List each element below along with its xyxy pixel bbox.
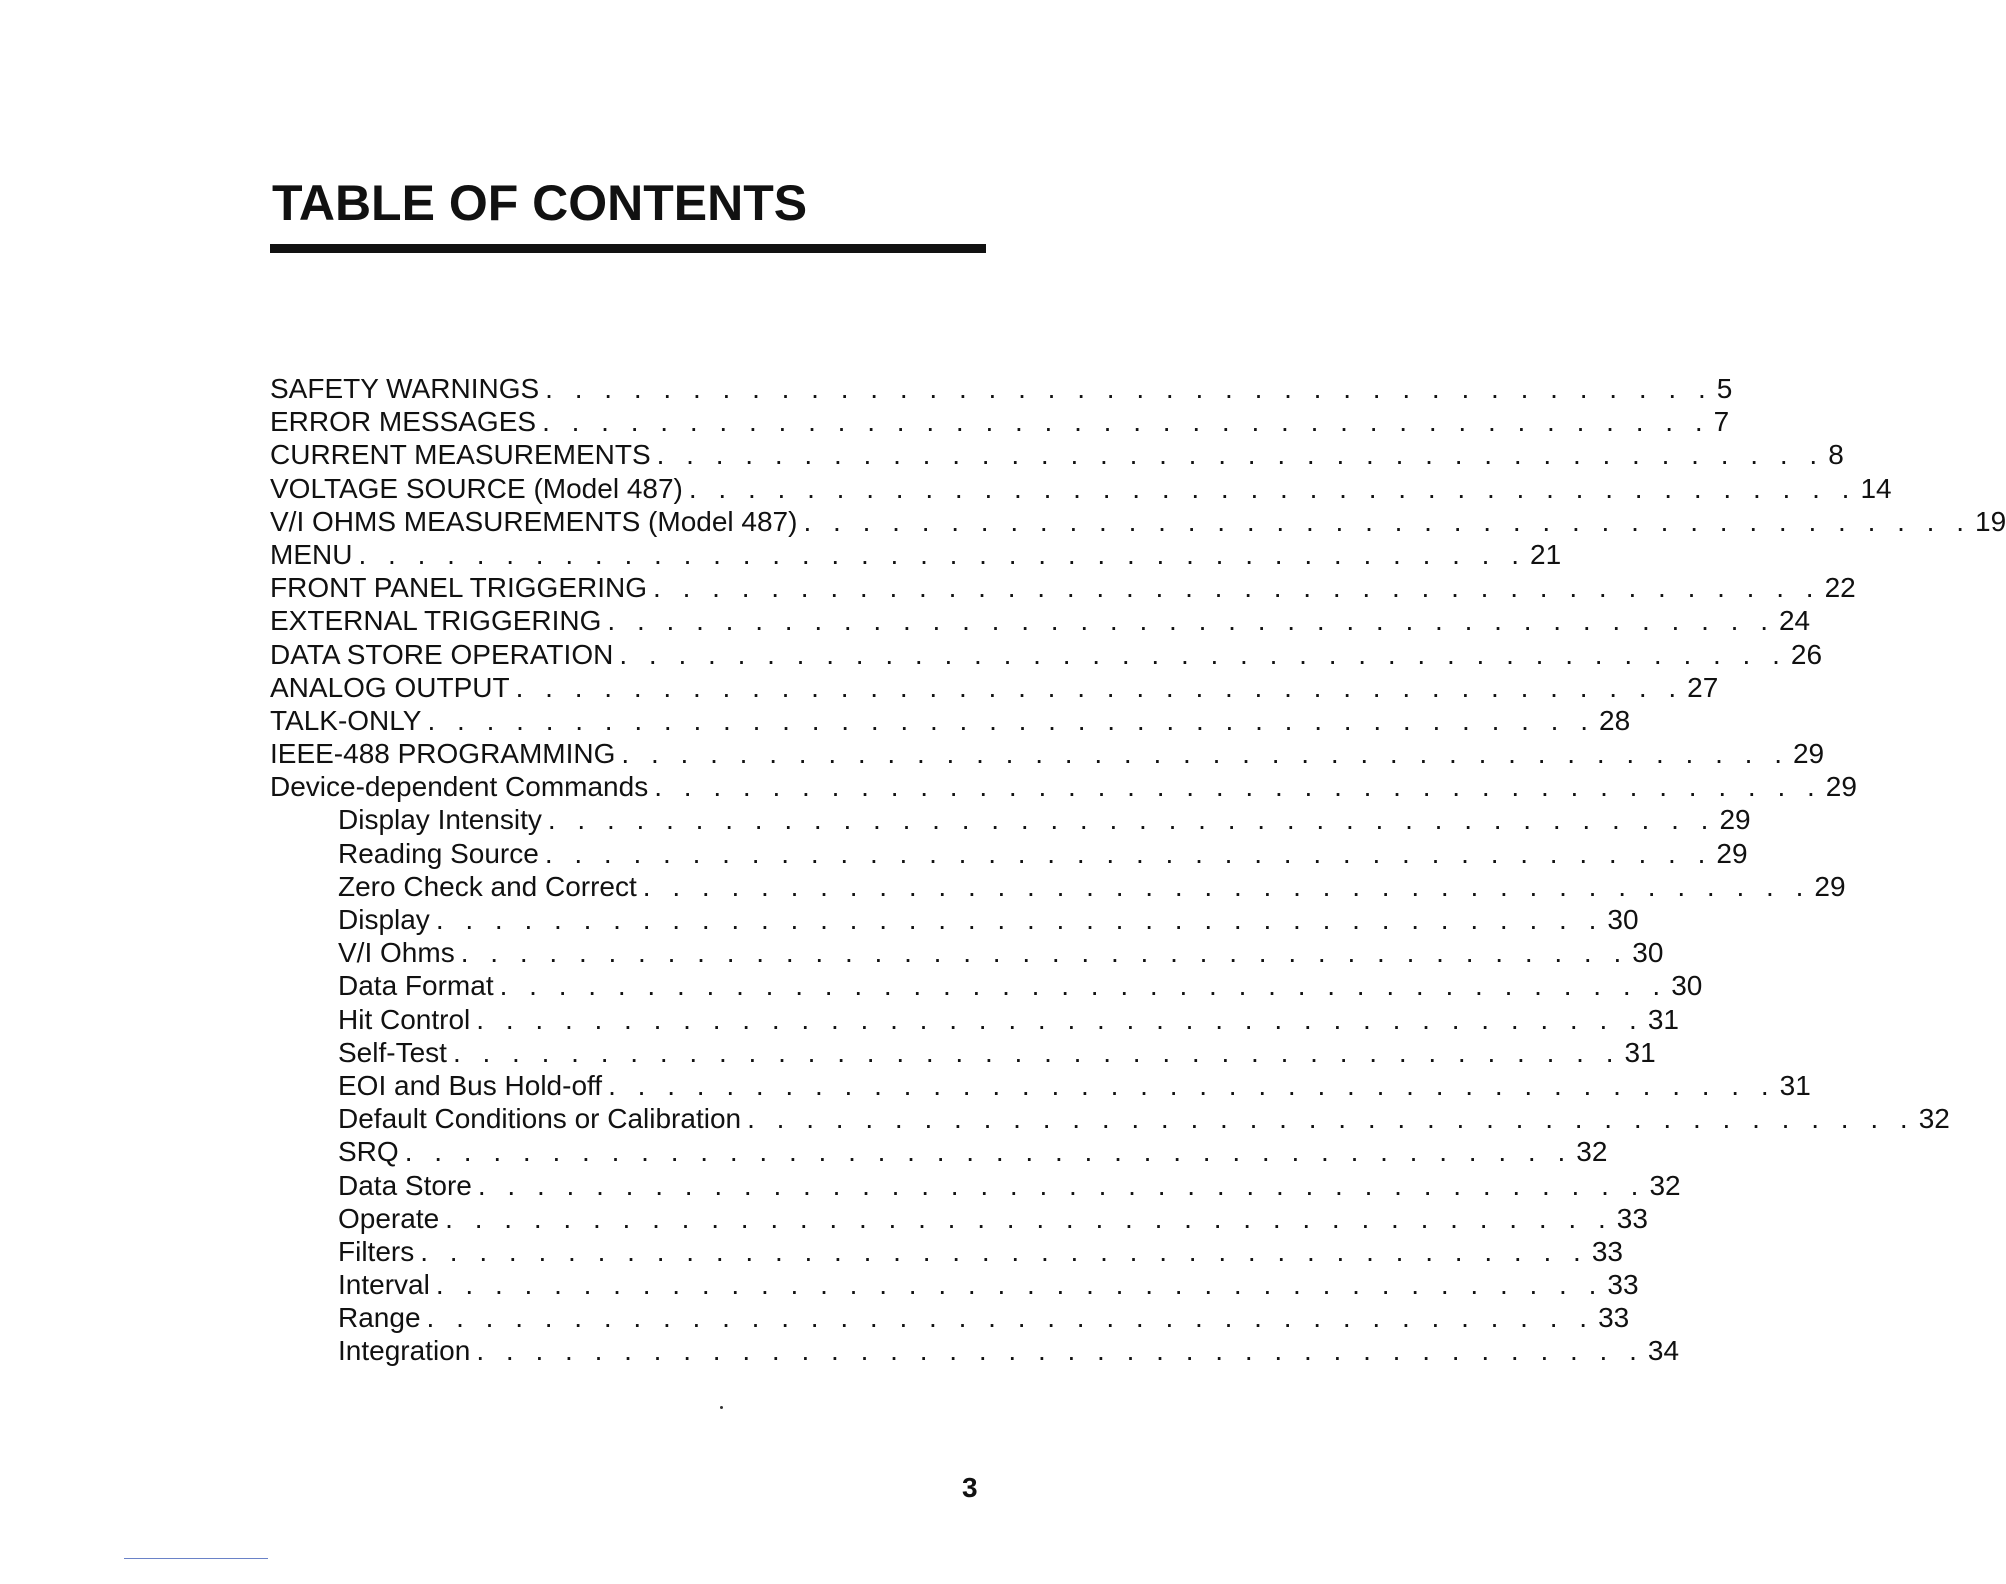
toc-entry-label: Data Store <box>338 1169 472 1201</box>
toc-entry-page: 31 <box>1647 1003 1679 1035</box>
footer-rule <box>124 1558 268 1559</box>
toc-entry-page: 24 <box>1778 605 1811 637</box>
toc-entry-page: 29 <box>1814 870 1846 902</box>
toc-entry-label: V/I Ohms <box>338 937 455 969</box>
toc-dot-leader: . . . . . . . . . . . . . . . . . . . . . . . . . . . . . . . . . . . . . . . . <box>435 1269 1604 1301</box>
toc-subentry[interactable] <box>270 1202 1648 1235</box>
toc-entry-label: CURRENT MEASUREMENTS <box>270 439 651 471</box>
toc-dot-leader: . . . . . . . . . . . . . . . . . . . . . . . . . . . . . . . . . . . . . . . . <box>445 1202 1613 1234</box>
toc-dot-leader: . . . . . . . . . . . . . . . . . . . . . . . . . . . . . . . . . . . . . . . . <box>499 970 1668 1002</box>
toc-entry-label: Operate <box>338 1202 440 1234</box>
toc-entry-label: ERROR MESSAGES <box>270 406 537 438</box>
toc-subentry[interactable] <box>270 803 1751 836</box>
toc-entry-page: 33 <box>1616 1202 1648 1234</box>
toc-entry-label: Filters <box>338 1235 415 1267</box>
toc-entry[interactable] <box>270 770 1857 803</box>
toc-entry[interactable] <box>270 505 2006 538</box>
toc-dot-leader: . . . . . . . . . . . . . . . . . . . . . . . . . . . . . . . . . . . . . . . . <box>607 605 1775 637</box>
toc-entry-label: VOLTAGE SOURCE (Model 487) <box>270 472 683 504</box>
toc-dot-leader: . . . . . . . . . . . . . . . . . . . . . . . . . . . . . . . . . . . . . . . . <box>654 771 1822 803</box>
toc-dot-leader: . . . . . . . . . . . . . . . . . . . . . . . . . . . . . . . . . . . . . . . . <box>656 439 1825 471</box>
toc-entry[interactable] <box>270 372 1733 405</box>
toc-entry-label: Reading Source <box>338 837 539 869</box>
toc-subentry[interactable] <box>270 870 1846 903</box>
toc-entry-label: Display Intensity <box>338 804 542 836</box>
toc-entry[interactable] <box>270 604 1811 637</box>
toc-dot-leader: . . . . . . . . . . . . . . . . . . . . . . . . . . . . . . . . . . . . . . . . <box>476 1003 1644 1035</box>
toc-entry-page: 8 <box>1828 439 1844 471</box>
stray-dot <box>720 1406 723 1409</box>
toc-dot-leader: . . . . . . . . . . . . . . . . . . . . . . . . . . . . . . . . . . . . . . . . <box>642 870 1811 902</box>
toc-entry[interactable] <box>270 405 1730 438</box>
toc-dot-leader: . . . . . . . . . . . . . . . . . . . . . . . . . . . . . . . . . . . . . . . . <box>688 472 1857 504</box>
toc-entry-page: 7 <box>1713 406 1730 438</box>
toc-entry-label: SRQ <box>338 1136 399 1168</box>
toc-entry[interactable] <box>270 438 1844 471</box>
toc-dot-leader: . . . . . . . . . . . . . . . . . . . . . . . . . . . . . . . . . . . . . . . . <box>426 1302 1595 1334</box>
toc-entry-page: 30 <box>1671 970 1703 1002</box>
toc-subentry[interactable] <box>270 969 1703 1002</box>
toc-subentry[interactable] <box>270 837 1748 870</box>
toc-subentry[interactable] <box>270 1102 1950 1135</box>
toc-dot-leader: . . . . . . . . . . . . . . . . . . . . . . . . . . . . . . . . . . . . . . . . <box>427 704 1596 736</box>
toc-entry[interactable] <box>270 571 1856 604</box>
toc-dot-leader: . . . . . . . . . . . . . . . . . . . . . . . . . . . . . . . . . . . . . . . . <box>621 738 1789 770</box>
toc-entry-label: Zero Check and Correct <box>338 870 637 902</box>
toc-entry-page: 30 <box>1607 904 1639 935</box>
toc-entry-page: 14 <box>1860 472 1892 504</box>
toc-subentry[interactable] <box>270 1235 1623 1268</box>
page-number: 3 <box>962 1472 978 1503</box>
toc-entry-page: 5 <box>1716 373 1733 404</box>
toc-entry-label: EXTERNAL TRIGGERING <box>270 605 602 637</box>
toc-dot-leader: . . . . . . . . . . . . . . . . . . . . . . . . . . . . . . . . . . . . . . . . <box>608 1069 1776 1101</box>
toc-dot-leader: . . . . . . . . . . . . . . . . . . . . . . . . . . . . . . . . . . . . . . . . <box>619 638 1787 670</box>
toc-entry-label: EOI and Bus Hold-off <box>338 1069 603 1101</box>
toc-subentry[interactable] <box>270 1003 1679 1036</box>
toc-dot-leader: . . . . . . . . . . . . . . . . . . . . . . . . . . . . . . . . . . . . . . . . <box>747 1103 1915 1135</box>
toc-entry[interactable] <box>270 671 1719 704</box>
toc-entry-label: TALK-ONLY <box>270 704 422 736</box>
toc-dot-leader: . . . . . . . . . . . . . . . . . . . . . . . . . . . . . . . . . . . . . . . . <box>404 1136 1573 1168</box>
toc-entry-page: 28 <box>1599 704 1631 736</box>
toc-dot-leader: . . . . . . . . . . . . . . . . . . . . . . . . . . . . . . . . . . . . . . . . <box>803 505 1972 537</box>
toc-entry-page: 29 <box>1792 738 1825 770</box>
toc-entry-label: Data Format <box>338 970 494 1002</box>
toc-entry-page: 33 <box>1607 1269 1639 1301</box>
toc-entry-page: 21 <box>1530 538 1562 570</box>
toc-subentry[interactable] <box>270 1036 1656 1069</box>
toc-entry-page: 31 <box>1624 1036 1656 1068</box>
toc-dot-leader: . . . . . . . . . . . . . . . . . . . . . . . . . . . . . . . . . . . . . . . . <box>420 1235 1588 1267</box>
toc-entry-page: 31 <box>1779 1069 1811 1101</box>
toc-entry[interactable] <box>270 638 1823 671</box>
toc-subentry[interactable] <box>270 1069 1811 1102</box>
toc-dot-leader: . . . . . . . . . . . . . . . . . . . . . . . . . . . . . . . . . . . . . . . . <box>452 1036 1621 1068</box>
toc-subentry[interactable] <box>270 1268 1639 1301</box>
toc-dot-leader: . . . . . . . . . . . . . . . . . . . . . . . . . . . . . . . . . . . . . . . . <box>435 904 1604 935</box>
toc-entry-page: 26 <box>1790 638 1823 670</box>
toc-entry[interactable] <box>270 538 1562 571</box>
title-underline <box>270 244 986 253</box>
toc-entry-page: 32 <box>1918 1103 1950 1135</box>
toc-entry-page: 33 <box>1598 1302 1630 1334</box>
toc-dot-leader: . . . . . . . . . . . . . . . . . . . . . . . . . . . . . . . . . . . . . . . . <box>476 1335 1644 1367</box>
toc-entry-label: Device-dependent Commands <box>270 771 649 803</box>
toc-subentry[interactable] <box>270 1301 1630 1334</box>
toc-entry-label: Hit Control <box>338 1003 471 1035</box>
toc-entry-page: 19 <box>1975 505 2006 537</box>
toc-entry-page: 32 <box>1649 1169 1681 1201</box>
toc-entry-page: 33 <box>1591 1235 1623 1267</box>
toc-dot-leader: . . . . . . . . . . . . . . . . . . . . . . . . . . . . . . . . . . . . . . . . <box>460 937 1629 969</box>
toc-entry-label: Self-Test <box>338 1036 447 1068</box>
toc-entry-label: SAFETY WARNINGS <box>270 373 540 404</box>
toc-entry[interactable] <box>270 472 1892 505</box>
toc-dot-leader: . . . . . . . . . . . . . . . . . . . . . . . . . . . . . . . . . . . . . . . . <box>358 538 1527 570</box>
toc-dot-leader: . . . . . . . . . . . . . . . . . . . . . . . . . . . . . . . . . . . . . . . . <box>542 406 1710 438</box>
toc-entry-label: ANALOG OUTPUT <box>270 671 510 703</box>
toc-entry-label: Display <box>338 904 430 935</box>
page-title: TABLE OF CONTENTS <box>272 175 808 231</box>
toc-subentry[interactable] <box>270 903 1639 936</box>
toc-entry[interactable] <box>270 737 1825 770</box>
toc-entry-label: Interval <box>338 1269 430 1301</box>
toc-entry-label: Integration <box>338 1335 471 1367</box>
toc-entry-page: 32 <box>1576 1136 1608 1168</box>
toc-subentry[interactable] <box>270 1135 1608 1168</box>
toc-entry-label: IEEE-488 PROGRAMMING <box>270 738 616 770</box>
toc-entry-label: Range <box>338 1302 421 1334</box>
toc-entry-page: 30 <box>1632 937 1664 969</box>
toc-entry-page: 29 <box>1825 771 1857 803</box>
toc-entry[interactable] <box>270 704 1631 737</box>
toc-dot-leader: . . . . . . . . . . . . . . . . . . . . . . . . . . . . . . . . . . . . . . . . <box>477 1169 1646 1201</box>
toc-entry-label: Default Conditions or Calibration <box>338 1103 742 1135</box>
toc-entry-label: V/I OHMS MEASUREMENTS (Model 487) <box>270 505 798 537</box>
toc-entry-page: 29 <box>1716 837 1748 869</box>
toc-dot-leader: . . . . . . . . . . . . . . . . . . . . . . . . . . . . . . . . . . . . . . . . <box>547 804 1716 836</box>
toc-entry-label: FRONT PANEL TRIGGERING <box>270 572 648 604</box>
toc-subentry[interactable] <box>270 1169 1681 1202</box>
toc-entry-label: MENU <box>270 538 353 570</box>
toc-entry-page: 27 <box>1687 671 1719 703</box>
toc-subentry[interactable] <box>270 936 1664 969</box>
table-of-contents <box>270 372 2006 1368</box>
toc-entry-label: DATA STORE OPERATION <box>270 638 614 670</box>
toc-dot-leader: . . . . . . . . . . . . . . . . . . . . . . . . . . . . . . . . . . . . . . . . <box>544 837 1713 869</box>
toc-entry-page: 22 <box>1824 572 1856 604</box>
toc-dot-leader: . . . . . . . . . . . . . . . . . . . . . . . . . . . . . . . . . . . . . . . . <box>653 572 1821 604</box>
toc-entry-page: 29 <box>1719 804 1751 836</box>
toc-dot-leader: . . . . . . . . . . . . . . . . . . . . . . . . . . . . . . . . . . . . . . . . <box>545 373 1713 404</box>
toc-entry-page: 34 <box>1647 1335 1680 1367</box>
toc-subentry[interactable] <box>270 1334 1680 1367</box>
toc-dot-leader: . . . . . . . . . . . . . . . . . . . . . . . . . . . . . . . . . . . . . . . . <box>515 671 1684 703</box>
